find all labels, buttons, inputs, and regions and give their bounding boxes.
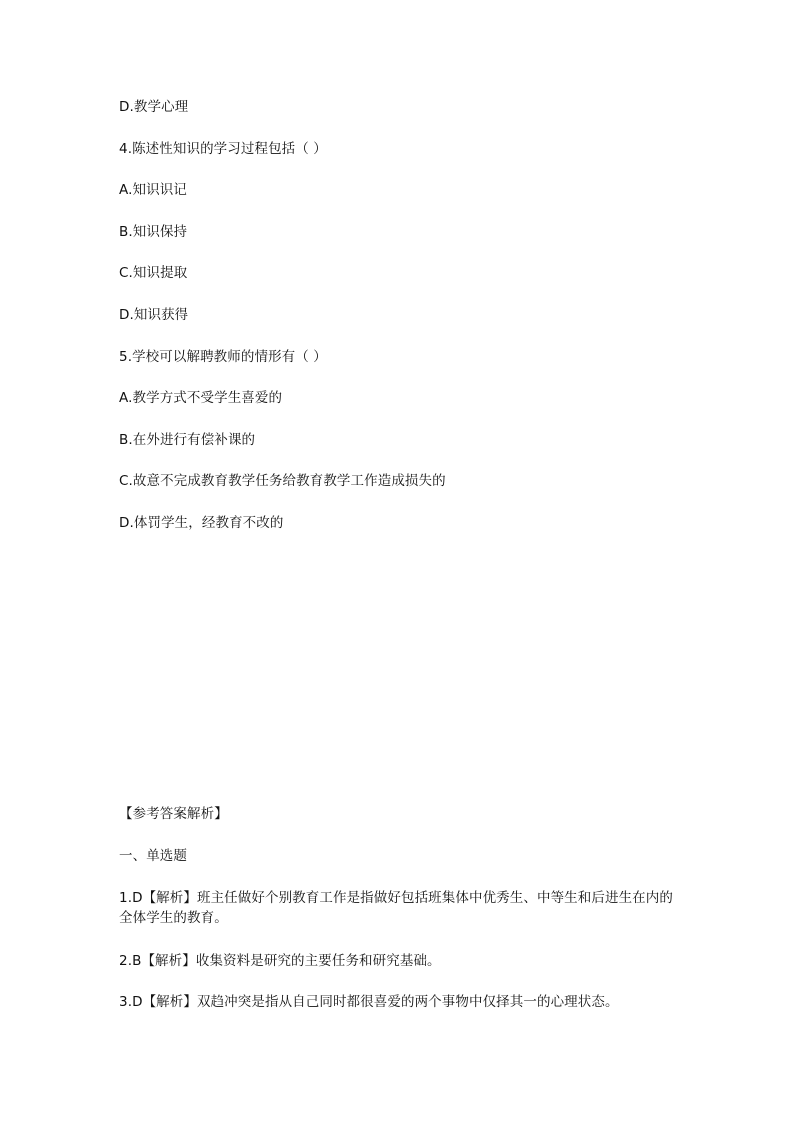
answers-section-title: 一、单选题 [119, 848, 187, 864]
q4-option-b: B.知识保持 [119, 224, 188, 240]
q5-option-a: A.教学方式不受学生喜爱的 [119, 390, 283, 406]
answer-3: 3.D【解析】双趋冲突是指从自己同时都很喜爱的两个事物中仅择其一的心理状态。 [119, 994, 619, 1010]
q3-option-d: D.教学心理 [119, 99, 189, 115]
answer-2: 2.B【解析】收集资料是研究的主要任务和研究基础。 [119, 953, 441, 969]
q4-option-c: C.知识提取 [119, 265, 188, 281]
q4-stem: 4.陈述性知识的学习过程包括（ ） [119, 141, 327, 157]
answers-heading: 【参考答案解析】 [119, 806, 228, 822]
q4-option-a: A.知识识记 [119, 182, 187, 198]
q5-option-c: C.故意不完成教育教学任务给教育教学工作造成损失的 [119, 473, 446, 489]
q5-option-b: B.在外进行有偿补课的 [119, 432, 256, 448]
q5-stem: 5.学校可以解聘教师的情形有（ ） [119, 349, 327, 365]
q4-option-d: D.知识获得 [119, 307, 189, 323]
q5-option-d: D.体罚学生，经教育不改的 [119, 515, 284, 531]
answer-1: 1.D【解析】班主任做好个别教育工作是指做好包括班集体中优秀生、中等生和后进生在内的全体学生的教育。 [119, 890, 673, 926]
